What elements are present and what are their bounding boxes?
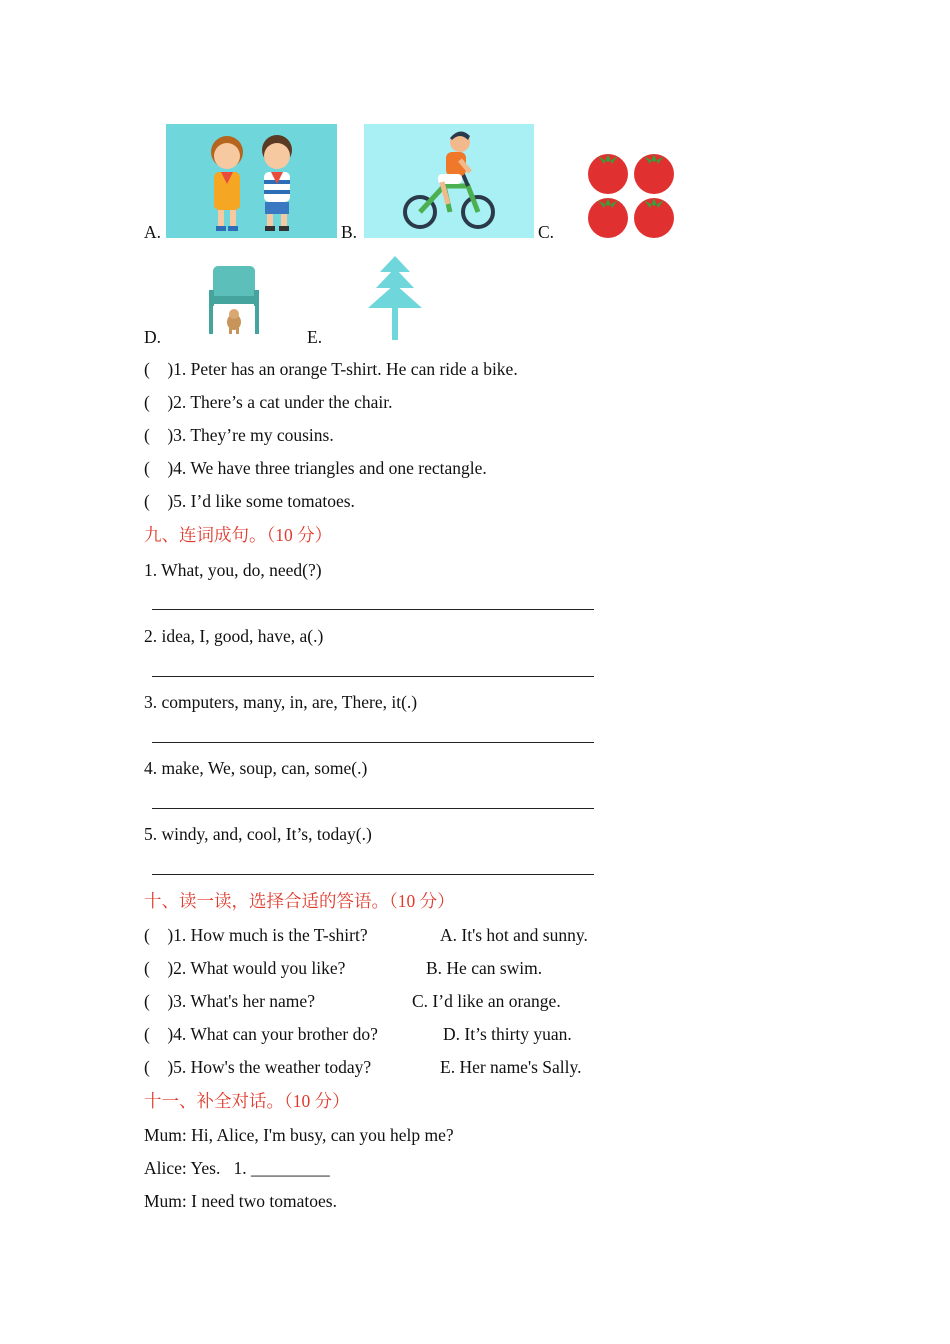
question-1: ( )1. How much is the T-shirt?: [144, 925, 368, 945]
answer-b: B. He can swim.: [426, 958, 543, 978]
picture-label-a: A.: [144, 222, 162, 242]
match-item-2: ( )2. There’s a cat under the chair.: [144, 392, 393, 412]
question-4: ( )4. What can your brother do?: [144, 1024, 378, 1044]
match-item-5: ( )5. I’d like some tomatoes.: [144, 491, 355, 511]
reorder-item-4: 4. make, We, soup, can, some(.): [144, 758, 368, 778]
reorder-item-5: 5. windy, and, cool, It’s, today(.): [144, 824, 372, 844]
section-11-title: 十一、补全对话。（10 分）: [144, 1091, 350, 1111]
dialogue-line-3: Mum: I need two tomatoes.: [144, 1191, 337, 1211]
reorder-item-1: 1. What, you, do, need(?): [144, 560, 322, 580]
picture-label-e: E.: [307, 327, 323, 347]
dialogue-line-2: Alice: Yes. 1. _________: [144, 1158, 330, 1178]
four-tomatoes-icon: [584, 150, 679, 240]
picture-label-c: C.: [538, 222, 555, 242]
reorder-item-3: 3. computers, many, in, are, There, it(.): [144, 692, 418, 712]
answer-line-2[interactable]: [152, 676, 594, 677]
reorder-item-2: 2. idea, I, good, have, a(.): [144, 626, 324, 646]
boy-riding-bike-icon: [364, 124, 534, 238]
answer-line-1[interactable]: [152, 609, 594, 610]
question-5: ( )5. How's the weather today?: [144, 1057, 372, 1077]
shapes-tree-icon: [366, 254, 424, 342]
answer-d: D. It’s thirty yuan.: [443, 1024, 572, 1044]
section-9-title: 九、连词成句。（10 分）: [144, 525, 333, 545]
question-2: ( )2. What would you like?: [144, 958, 346, 978]
match-item-4: ( )4. We have three triangles and one rectangle.: [144, 458, 487, 478]
question-3: ( )3. What's her name?: [144, 991, 315, 1011]
match-item-3: ( )3. They’re my cousins.: [144, 425, 334, 445]
chair-with-dog-icon: [205, 264, 263, 336]
answer-e: E. Her name's Sally.: [440, 1057, 582, 1077]
section-10-title: 十、读一读，选择合适的答语。（10 分）: [144, 891, 455, 911]
two-children-icon: [166, 124, 337, 238]
answer-line-4[interactable]: [152, 808, 594, 809]
picture-label-d: D.: [144, 327, 162, 347]
answer-c: C. I’d like an orange.: [412, 991, 561, 1011]
answer-line-3[interactable]: [152, 742, 594, 743]
answer-line-5[interactable]: [152, 874, 594, 875]
dialogue-line-1: Mum: Hi, Alice, I'm busy, can you help me?: [144, 1125, 454, 1145]
match-item-1: ( )1. Peter has an orange T-shirt. He can ride a bike.: [144, 359, 518, 379]
picture-label-b: B.: [341, 222, 358, 242]
answer-a: A. It's hot and sunny.: [440, 925, 588, 945]
